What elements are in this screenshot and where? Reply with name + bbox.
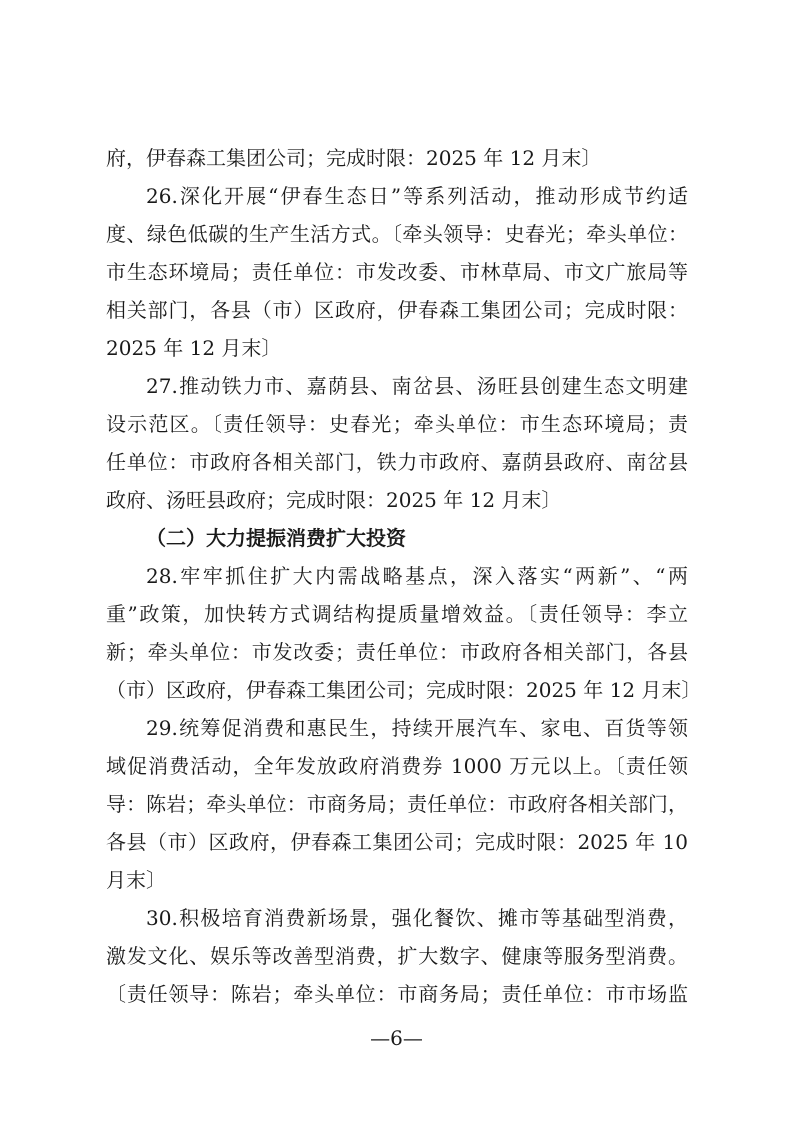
paragraph-29-start: 29.统筹促消费和惠民生，持续开展汽车、家电、百货等领 — [146, 716, 688, 740]
text-line: 各县（市）区政府，伊春森工集团公司；完成时限：2025 年 10 — [106, 830, 688, 854]
paragraph-28-start: 28.牢牢抓住扩大内需战略基点，深入落实“两新”、“两 — [146, 564, 688, 588]
paragraph-30-start: 30.积极培育消费新场景，强化餐饮、摊市等基础型消费， — [146, 906, 688, 930]
text-line: 导：陈岩；牵头单位：市商务局；责任单位：市政府各相关部门， — [106, 792, 688, 816]
text-line: （市）区政府，伊春森工集团公司；完成时限：2025 年 12 月末〕 — [106, 678, 702, 702]
text-line: 度、绿色低碳的生产生活方式。〔牵头领导：史春光；牵头单位： — [106, 222, 688, 246]
section-heading: （二）大力提振消费扩大投资 — [146, 526, 406, 550]
text-line: 府，伊春森工集团公司；完成时限：2025 年 12 月末〕 — [106, 146, 602, 170]
text-line: 月末〕 — [106, 868, 166, 892]
text-line: 政府、汤旺县政府；完成时限：2025 年 12 月末〕 — [106, 488, 562, 512]
page-number: —6— — [370, 1026, 423, 1050]
text-line: 设示范区。〔责任领导：史春光；牵头单位：市生态环境局；责 — [106, 412, 688, 436]
text-line: 市生态环境局；责任单位：市发改委、市林草局、市文广旅局等 — [106, 260, 688, 284]
text-line: 〔责任领导：陈岩；牵头单位：市商务局；责任单位：市市场监 — [106, 982, 688, 1006]
text-line: 激发文化、娱乐等改善型消费，扩大数字、健康等服务型消费。 — [106, 944, 688, 968]
paragraph-26-start: 26.深化开展“伊春生态日”等系列活动，推动形成节约适 — [146, 184, 688, 208]
paragraph-27-start: 27.推动铁力市、嘉荫县、南岔县、汤旺县创建生态文明建 — [146, 374, 688, 398]
text-line: 重”政策，加快转方式调结构提质量增效益。〔责任领导：李立 — [106, 602, 688, 626]
text-line: 2025 年 12 月末〕 — [106, 336, 282, 360]
text-line: 域促消费活动，全年发放政府消费券 1000 万元以上。〔责任领 — [106, 754, 688, 778]
text-line: 任单位：市政府各相关部门，铁力市政府、嘉荫县政府、南岔县 — [106, 450, 688, 474]
text-line: 新；牵头单位：市发改委；责任单位：市政府各相关部门，各县 — [106, 640, 688, 664]
text-line: 相关部门，各县（市）区政府，伊春森工集团公司；完成时限： — [106, 298, 688, 322]
